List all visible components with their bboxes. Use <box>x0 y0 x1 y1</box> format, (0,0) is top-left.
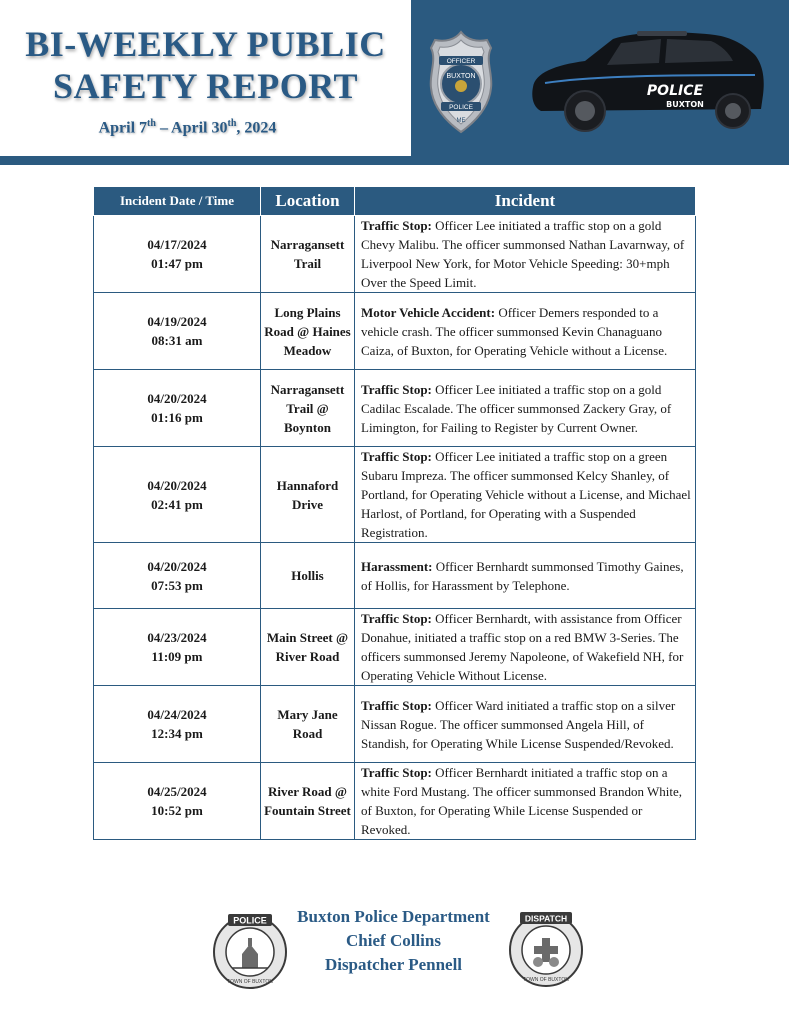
incident-datetime: 04/20/2024 01:16 pm <box>94 370 261 447</box>
seal-right-title: DISPATCH <box>524 913 568 924</box>
incident-datetime: 04/23/2024 11:09 pm <box>94 609 261 686</box>
incident-location: River Road @ Fountain Street <box>261 763 355 840</box>
incident-location: Hollis <box>261 543 355 609</box>
incident-description: Traffic Stop: Officer Lee initiated a traffic stop on a gold Chevy Malibu. The officer summonsed Nathan Lavarnway, of Liverpool New York, for Motor Vehicle Speeding: 30+mph Over the Speed Limit. <box>355 216 696 293</box>
badge-text-police: POLICE <box>449 104 473 111</box>
incident-datetime: 04/20/2024 07:53 pm <box>94 543 261 609</box>
incident-description: Traffic Stop: Officer Bernhardt initiated a traffic stop on a white Ford Mustang. The officer summonsed Brandon White, of Buxton, for Operating While License Suspended or Revoked. <box>355 763 696 840</box>
incident-description: Traffic Stop: Officer Ward initiated a traffic stop on a silver Nissan Rogue. The officer summonsed Angela Hill, of Standish, for Operating While License Suspended/Revoked. <box>355 686 696 763</box>
badge-text-officer: OFFICER <box>446 58 476 65</box>
table-row <box>94 543 696 609</box>
table-row <box>94 447 696 543</box>
car-text-police: POLICE <box>646 83 704 99</box>
incident-datetime: 04/25/2024 10:52 pm <box>94 763 261 840</box>
header-incident: Incident <box>355 187 696 216</box>
incident-datetime: 04/17/2024 01:47 pm <box>94 216 261 293</box>
table-row <box>94 686 696 763</box>
table-row <box>94 216 696 293</box>
incident-location: Long Plains Road @ Haines Meadow <box>261 293 355 370</box>
header-band <box>0 156 789 165</box>
chief-name: Chief Collins <box>346 931 441 950</box>
table-header-row <box>94 187 696 216</box>
table-row <box>94 763 696 840</box>
incident-location: Main Street @ River Road <box>261 609 355 686</box>
table-row <box>94 609 696 686</box>
incident-description: Motor Vehicle Accident: Officer Demers responded to a vehicle crash. The officer summonsed Kevin Chanaguano Caiza, of Buxton, for Operating Vehicle without a License. <box>355 293 696 370</box>
police-car-icon <box>525 25 769 140</box>
police-seal-icon <box>212 910 288 990</box>
table-row <box>94 370 696 447</box>
report-title-line1: BI-WEEKLY PUBLIC <box>25 24 386 64</box>
header-location: Location <box>261 187 355 216</box>
seal-left-title: POLICE <box>233 915 267 926</box>
dispatcher-name: Dispatcher Pennell <box>324 955 463 974</box>
incident-datetime: 04/19/2024 08:31 am <box>94 293 261 370</box>
footer-signature <box>281 905 506 977</box>
report-header <box>0 0 789 165</box>
seal-right-town: TOWN OF BUXTON <box>523 977 569 983</box>
report-title-line2: SAFETY REPORT <box>53 66 358 106</box>
incident-table <box>93 186 696 840</box>
table-row <box>94 293 696 370</box>
incident-location: Narragansett Trail <box>261 216 355 293</box>
badge-text-state: ME <box>456 118 466 124</box>
incident-description: Harassment: Officer Bernhardt summonsed Timothy Gaines, of Hollis, for Harassment by Telephone. <box>355 543 696 609</box>
incident-description: Traffic Stop: Officer Lee initiated a traffic stop on a green Subaru Impreza. The officer summonsed Kelcy Shanley, of Portland, for Operating Vehicle without a License, and Michael Harlost, of Portland, for Operating with a Suspended Registration. <box>355 447 696 543</box>
header-date-time: Incident Date / Time <box>94 187 261 216</box>
seal-left-town: TOWN OF BUXTON <box>227 979 273 985</box>
incident-location: Hannaford Drive <box>261 447 355 543</box>
incident-description: Traffic Stop: Officer Lee initiated a traffic stop on a gold Cadilac Escalade. The officer summonsed Zackery Gray, of Limington, for Failing to Register by Current Owner. <box>355 370 696 447</box>
incident-description: Traffic Stop: Officer Bernhardt, with assistance from Officer Donahue, initiated a traffic stop on a red BMW 3-Series. The officers summonsed Jeremy Napoleone, of Wakefield NH, for Operating Vehicle Without License. <box>355 609 696 686</box>
incident-datetime: 04/20/2024 02:41 pm <box>94 447 261 543</box>
incident-location: Narragansett Trail @ Boynton <box>261 370 355 447</box>
badge-text-town: BUXTON <box>446 73 476 80</box>
report-date-range: April 7th – April 30th, 2024 <box>98 118 277 137</box>
incident-location: Mary Jane Road <box>261 686 355 763</box>
incident-datetime: 04/24/2024 12:34 pm <box>94 686 261 763</box>
police-badge-icon <box>425 30 497 134</box>
department-name: Buxton Police Department <box>297 907 490 926</box>
dispatch-seal-icon <box>508 908 584 988</box>
car-text-town: BUXTON <box>666 100 704 109</box>
